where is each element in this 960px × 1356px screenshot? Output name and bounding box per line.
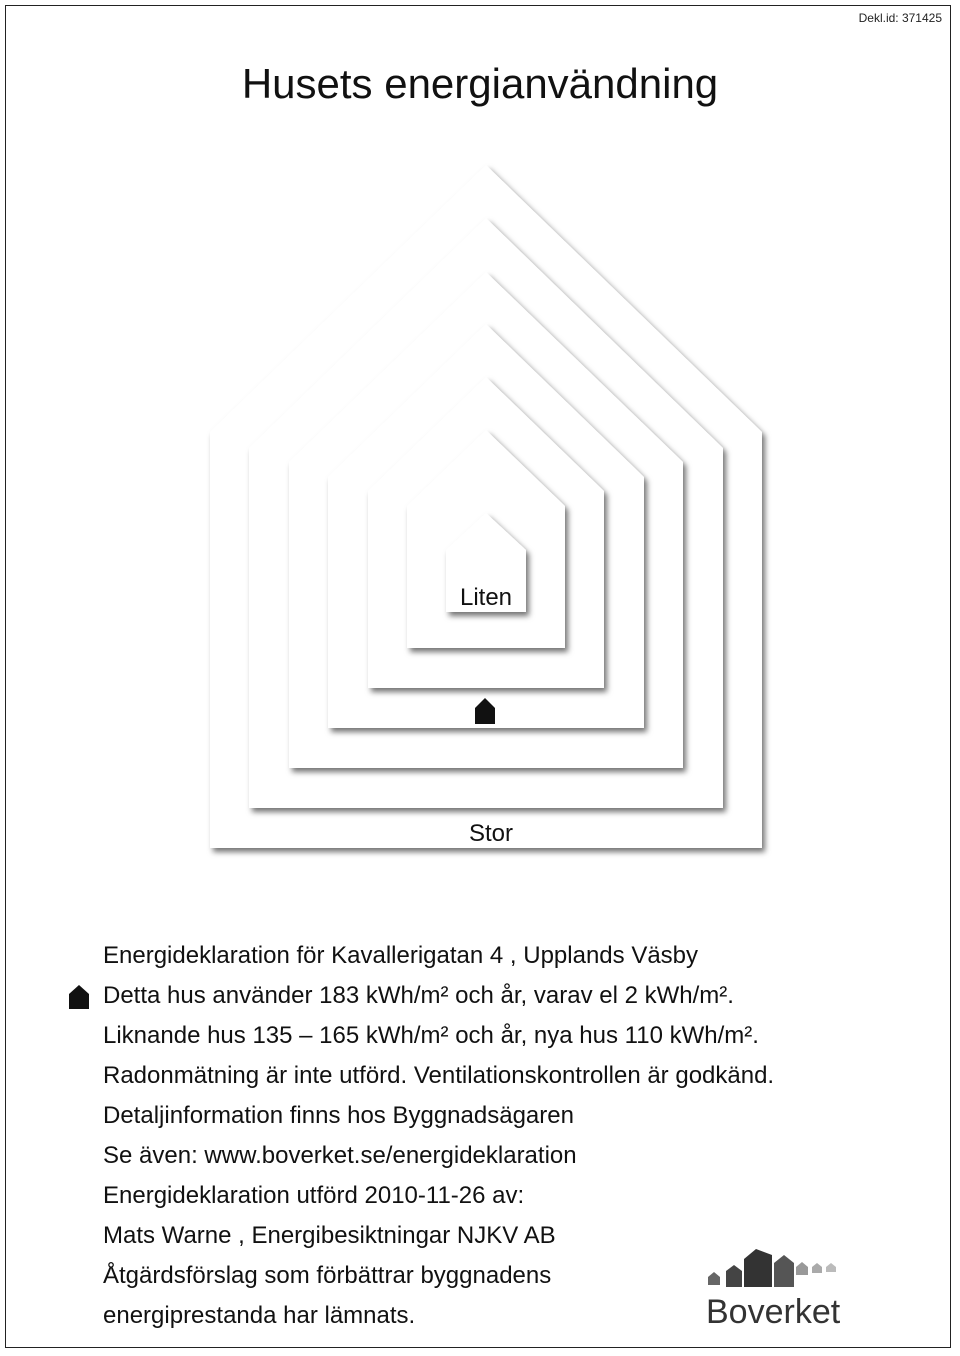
house-marker-icon [68, 984, 90, 1010]
boverket-logo-icon [698, 1245, 858, 1335]
info-date: Energideklaration utförd 2010-11-26 av: [103, 1182, 525, 1209]
info-measures: Åtgärdsförslag som förbättrar byggnadens [103, 1262, 552, 1289]
info-energy-use: Detta hus använder 183 kWh/m² och år, varav el 2 kWh/m². [103, 982, 734, 1009]
scale-label-small: Liten [459, 584, 513, 611]
logo-text: Boverket [706, 1293, 841, 1331]
info-website: Se även: www.boverket.se/energideklaration [103, 1142, 577, 1169]
scale-label-large: Stor [468, 820, 514, 847]
info-details: Detaljinformation finns hos Byggnadsägaren [103, 1102, 574, 1129]
info-radon-ventilation: Radonmätning är inte utförd. Ventilationskontrollen är godkänd. [103, 1062, 775, 1089]
declaration-id: Dekl.id: 371425 [858, 11, 942, 25]
info-comparison: Liknande hus 135 – 165 kWh/m² och år, nya hus 110 kWh/m². [103, 1022, 759, 1049]
page-title: Husets energianvändning [241, 60, 719, 107]
info-measures-cont: energiprestanda har lämnats. [103, 1302, 416, 1329]
info-inspector: Mats Warne , Energibesiktningar NJKV AB [103, 1222, 556, 1249]
info-address: Energideklaration för Kavallerigatan 4 , Upplands Väsby [103, 942, 699, 969]
